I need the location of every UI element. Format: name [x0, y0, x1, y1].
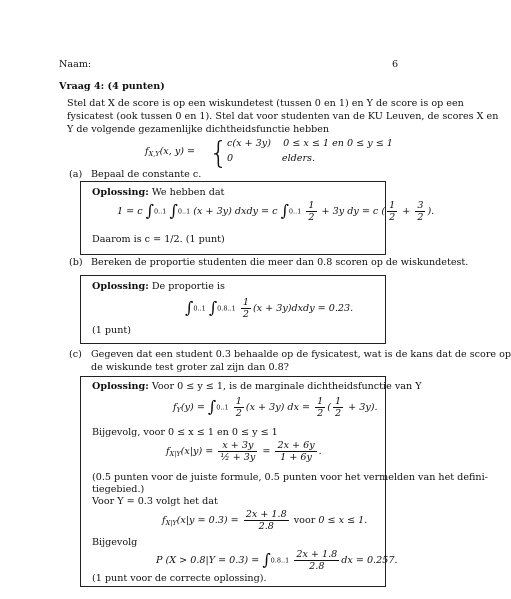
part-a-text: Bepaal de constante c.: [91, 169, 202, 180]
part-b-solution-intro: Oplossing: De proportie is: [92, 281, 225, 292]
part-c-step-3: Bijgevolg: [92, 537, 138, 548]
part-b-label: (b): [69, 257, 83, 268]
part-c-marginal: $f_Y(y) = \int 0..1$ $\frac{1}{2}$ (x + 3y) dx = $\frac{1}{2}$ ( $\frac{1}{2}$ + 3y).: [173, 396, 378, 420]
part-c-conditional: $f_{X|Y}(x|y)$ = $\frac{x + 3y}{\text{½ + 3y}}$ = $\frac{2x + 6y}{1 + 6y}$ .: [166, 440, 322, 464]
part-a-equation: 1 = c ∫0..1 ∫0..1 (x + 3y) dxdy = c ∫0..1 $\frac{1}{2}$ + 3y dy = c ( $\frac{1}{2}$ + $\frac{3}{2}$ ).: [117, 200, 435, 224]
page-number: 6: [392, 59, 399, 70]
part-c-conditional-03: $f_{X|Y}(x|y = 0.3)$ = $\frac{2x + 1.8}{2.8}$ voor 0 ≤ x ≤ 1.: [162, 509, 368, 533]
part-c-points-1: (0.5 punten voor de juiste formule, 0.5 punten voor het vermelden van het defini-: [92, 472, 488, 483]
part-c-text-line-1: Gegeven dat een student 0.3 behaalde op de fysicatest, wat is de kans dat de score op: [91, 349, 511, 360]
question-intro-line-1: Stel dat X de score is op een wiskundetest (tussen 0 en 1) en Y de score is op een: [67, 98, 464, 109]
part-c-step-1: Bijgevolg, voor 0 ≤ x ≤ 1 en 0 ≤ y ≤ 1: [92, 427, 278, 438]
question-title: Vraag 4: (4 punten): [59, 81, 165, 92]
part-b-text: Bereken de proportie studenten die meer dan 0.8 scoren op de wiskundetest.: [91, 257, 469, 268]
name-label: Naam:: [59, 59, 92, 70]
part-c-points-2: tiegebied.): [92, 484, 145, 495]
question-intro-line-3: Y de volgende gezamenlijke dichtheidsfunctie hebben: [67, 124, 330, 135]
part-c-points-3: (1 punt voor de correcte oplossing).: [92, 573, 267, 584]
part-c-solution-intro: Oplossing: Voor 0 ≤ y ≤ 1, is de marginale dichtheidsfunctie van Y: [92, 381, 422, 392]
question-intro-line-2: fysicatest (ook tussen 0 en 1). Stel dat voor studenten van de KU Leuven, de scores X en: [67, 111, 499, 122]
part-c-probability: P (X > 0.8|Y = 0.3) = ∫0.8..1 $\frac{2x + 1.8}{2.8}$ dx = 0.257.: [156, 549, 398, 573]
part-a-solution-intro: Oplossing: We hebben dat: [92, 187, 225, 198]
part-c-step-2: Voor Y = 0.3 volgt het dat: [92, 496, 218, 507]
part-a-label: (a): [69, 169, 83, 180]
part-a-answer: Daarom is c = 1/2. (1 punt): [92, 234, 225, 245]
part-b-points: (1 punt): [92, 325, 131, 336]
part-c-label: (c): [69, 349, 82, 360]
part-b-equation: ∫0..1 ∫0.8..1 $\frac{1}{2}$ (x + 3y)dxdy = 0.23.: [185, 297, 354, 321]
part-c-text-line-2: de wiskunde test groter zal zijn dan 0.8?: [91, 362, 289, 373]
